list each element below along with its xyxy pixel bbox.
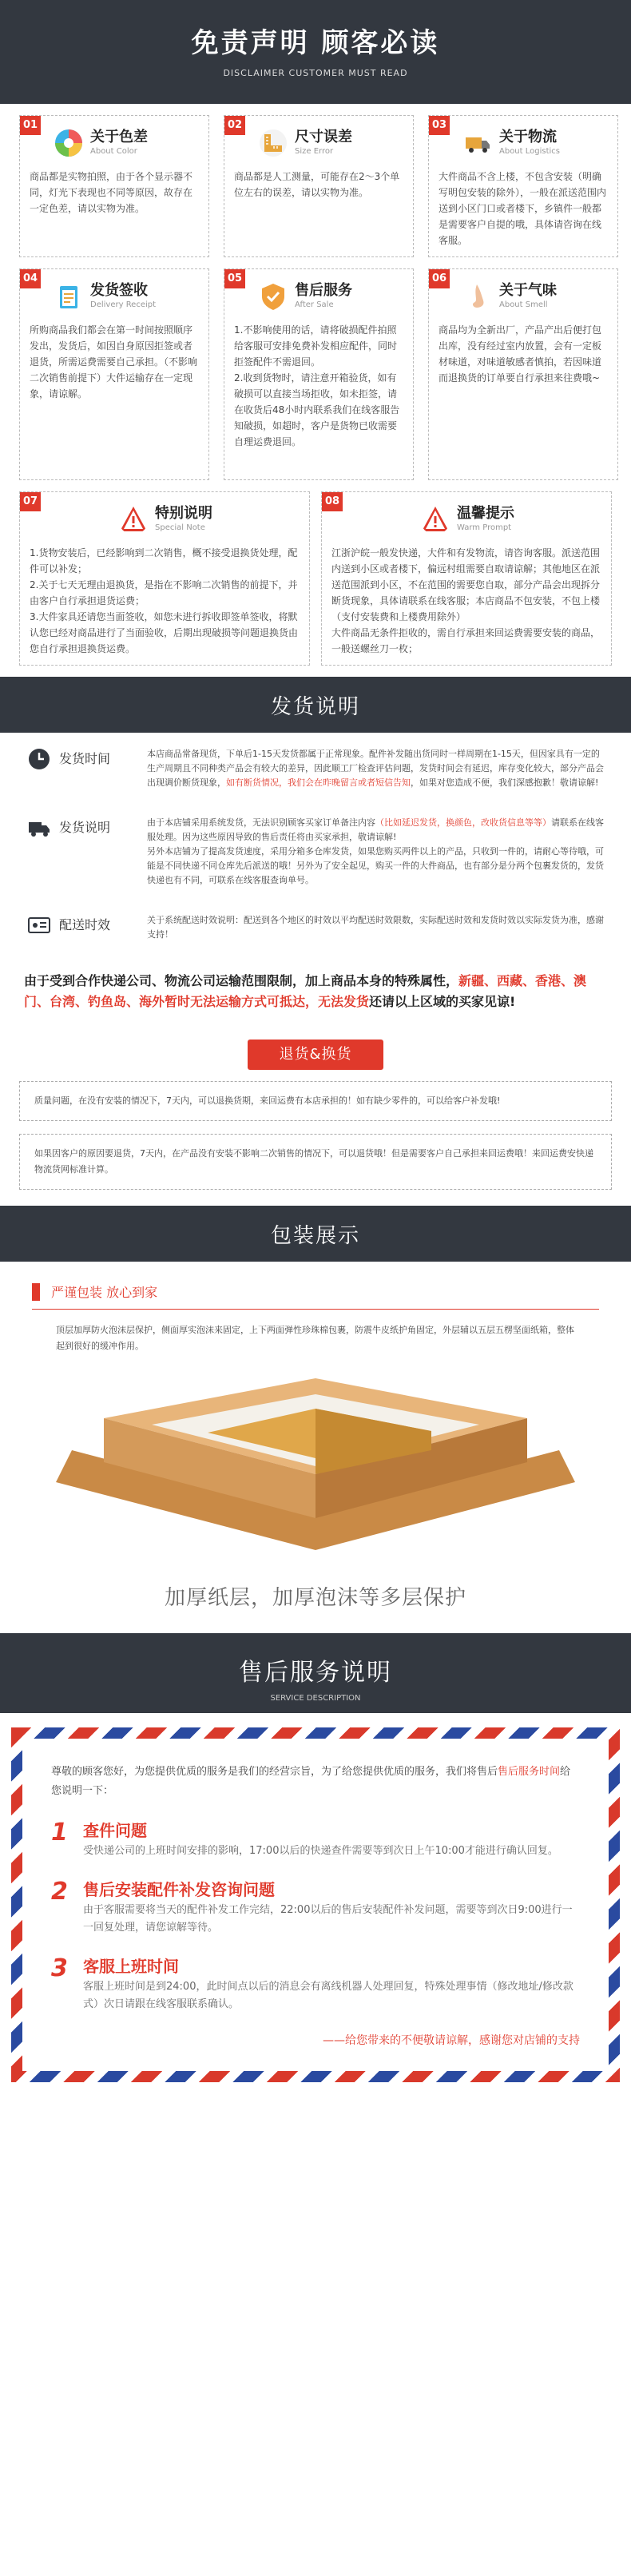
card-number: 03	[429, 116, 450, 135]
disclaimer-card	[224, 115, 414, 257]
disclaimer-card	[19, 491, 310, 666]
card-subtitle: About Smell	[499, 300, 548, 309]
shipping-note-label: 发货说明	[59, 820, 111, 835]
header	[0, 0, 631, 104]
card-number: 06	[429, 269, 450, 288]
item-title: 客服上班时间	[83, 1957, 179, 1976]
delivery-time-label: 配送时效	[59, 917, 111, 932]
item-number: 2	[51, 1878, 68, 1906]
card-text: 大件商品不含上楼，不包含安装（明确写明包安装的除外），一般在派送范围内送到小区门口或者楼下，乡镇件一般都是需要客户自提的哦，具体请咨询在线客服。	[439, 171, 607, 246]
card-title: 关于物流	[499, 129, 557, 145]
card-title: 售后服务	[295, 282, 352, 299]
shipping-note-row	[0, 801, 631, 899]
after-sales-item	[51, 1819, 580, 1860]
delivery-time-row	[0, 899, 631, 953]
card-text: 商品都是实物拍照，由于各个显示器不同，灯光下表现也不同等原因，故存在一定色差，请以实物为准。	[30, 171, 193, 214]
returns-pill: 退货&换货	[248, 1040, 383, 1070]
packaging-bar-label: 严谨包装 放心到家	[51, 1285, 158, 1300]
item-number: 3	[51, 1954, 68, 1982]
shipping-note-text: 请联系在线客服处理。因为这些原因导致的售后责任将由买家承担，敬请谅解! 另外本店铺为了提高发货速度，采用分箱多仓库发货，如果您购买两件以上的产品，只收到一件的，请耐心等待哦，可能是不同快递不同仓库先后派送的哦！另外为了安全起见，购买一件的大件商品，也有部分是分两个包裹发货的，发货快递也有不同，可联系在线客服查询单号。	[147, 817, 604, 885]
color-wheel-icon	[54, 128, 84, 158]
item-title: 查件问题	[83, 1821, 147, 1840]
card-number: 04	[20, 269, 41, 288]
clipboard-icon	[54, 281, 84, 312]
after-sales-item	[51, 1954, 580, 2013]
card-subtitle: About Color	[90, 147, 137, 156]
disclaimer-grid-wide	[0, 480, 631, 677]
delivery-time-text: 关于系统配送时效说明：配送到各个地区的时效以平均配送时效限数，实际配送时效和发货时效以实际发货为准，感谢支持！	[147, 915, 604, 940]
item-number: 1	[51, 1819, 68, 1847]
card-text: 1.不影响使用的话，请将破损配件拍照给客服可安排免费补发相应配件，同时拒签配件不需退回。 2.收到货物时，请注意开箱验货，如有破损可以直接当场拒收，如未拒签，请在收货后48小时内联系我们在线客服告知破损，如超时，客户是货物已收需要自理运费退回。	[234, 324, 400, 447]
item-text: 客服上班时间是到24:00，此时间点以后的消息会有离线机器人处理回复，特殊处理事情（修改地址/修改款式）次日请跟在线客服联系确认。	[83, 1981, 573, 2010]
shipping-note-warning: （比如延迟发货，换颜色，改收货信息等等）	[375, 817, 551, 828]
packaging-banner: 包装展示	[0, 1206, 631, 1262]
card-number: 01	[20, 116, 41, 135]
after-sales-intro: 尊敬的顾客您好，为您提供优质的服务是我们的经营宗旨，为了给您提供优质的服务，我们将售后售后服务时间给您说明一下：	[51, 1766, 571, 1797]
disclaimer-card	[19, 268, 209, 480]
packaging-bar	[32, 1282, 599, 1310]
card-number: 02	[224, 116, 245, 135]
clock-icon	[27, 747, 51, 771]
card-number: 05	[224, 269, 245, 288]
item-title: 售后安装配件补发咨询问题	[83, 1880, 275, 1899]
card-subtitle: Warm Prompt	[457, 523, 512, 532]
card-text: 商品均为全新出厂，产品产出后便打包出库，没有经过室内放置，会有一定板材味道，对味道敏感者慎拍，若因味道而退换货的订单要自行承担来往费哦~	[439, 324, 602, 384]
card-text: 所购商品我们都会在第一时间按照顺序发出，发货后，如因自身原因拒签或者退货，所需运费需要自己承担。（不影响二次销售前提下）大件运输存在一定现象，请谅解。	[30, 324, 198, 400]
card-title: 发货签收	[90, 282, 148, 299]
shipping-banner: 发货说明	[0, 677, 631, 733]
card-subtitle: Special Note	[155, 523, 205, 532]
after-sales-subtitle: SERVICE DESCRIPTION	[270, 1694, 361, 1703]
card-title: 尺寸误差	[295, 129, 352, 145]
card-text: 商品都是人工测量，可能存在2～3个单位左右的误差，请以实物为准。	[234, 171, 400, 198]
card-number: 07	[20, 492, 41, 511]
nose-icon	[462, 281, 493, 312]
returns-quality-box: 质量问题，在没有安装的情况下，7天内，可以退换货期，来回运费有本店承担的！如有缺少零件的，可以给客户补发哦!	[19, 1081, 612, 1121]
shipping-time-label: 发货时间	[59, 751, 111, 766]
after-sales-envelope	[11, 1727, 620, 2082]
card-text: 江浙沪皖一般发快递，大件和有发物流，请咨询客服。派送范围内送到小区或者楼下，偏远村组需要自取请谅解；其他地区在派送范围派到小区，不在范围的需要您自取，部分产品会出现拆分断货现象，具体请联系在线客服；本店商品不包安装，不包上楼（支付安装费和上楼费用除外） 大件商品无条件拒收的，需自行承担来回运费需要安装的商品，一般送螺丝刀一枚；	[331, 547, 601, 654]
page-subtitle: DISCLAIMER CUSTOMER MUST READ	[223, 68, 408, 78]
disclaimer-card	[428, 268, 618, 480]
shield-icon	[258, 281, 288, 312]
shipping-time-row	[0, 733, 631, 801]
ruler-icon	[258, 128, 288, 158]
region-list: 新疆、西藏、香港、澳门、台湾、钓鱼岛、海外暂时无法运输方式可抵达，无法发货	[24, 973, 587, 1009]
disclaimer-card	[19, 115, 209, 257]
card-number: 08	[322, 492, 343, 511]
after-sales-title: 售后服务说明	[239, 1659, 392, 1687]
card-subtitle: After Sale	[295, 300, 334, 309]
card-subtitle: Delivery Receipt	[90, 300, 157, 309]
shipping-time-text: 本店商品常备现货，下单后1-15天发货都属于正常现象。配件补发随出货同时一样周期在1-15天，但因家具有一定的生产周期且不同种类产品会有较大的差异，因此顺工厂检查评估问题，发货时间会有延迟，库存变化较大，部分产品会出现调价断货现象，	[147, 749, 604, 788]
disclaimer-card	[321, 491, 612, 666]
card-title: 温馨提示	[457, 505, 514, 522]
shipping-section	[0, 733, 631, 953]
truck-icon	[462, 128, 493, 158]
returns-customer-box: 如果因客户的原因要退货，7天内，在产品没有安装不影响二次销售的情况下，可以退货哦！但是需要客户自己承担来回运费哦！来回运费安快递物流货网标准计算。	[19, 1134, 612, 1190]
package-illustration	[0, 1362, 631, 1570]
packaging-description: 顶层加厚防火泡沫层保护，侧面厚实泡沫来固定，上下两面弹性珍珠棉包裹，防震牛皮纸护角固定，外层辅以五层五楞坚面纸箱，整体起到很好的缓冲作用。	[56, 1325, 574, 1351]
item-text: 受快递公司的上班时间安排的影响，17:00以后的快递查件需要等到次日上午10:00才能进行确认回复。	[83, 1845, 558, 1857]
card-subtitle: About Logistics	[499, 147, 561, 156]
after-sales-signature: ——给您带来的不便敬请谅解，感谢您对店铺的支持	[323, 2034, 580, 2047]
after-sales-item	[51, 1878, 580, 1937]
shipping-note-pre: 由于本店铺采用系统发货，无法识别顾客买家订单备注内容	[147, 817, 375, 828]
warning-icon	[420, 504, 450, 535]
disclaimer-grid	[0, 104, 631, 480]
disclaimer-card	[428, 115, 618, 257]
after-sales-banner	[0, 1633, 631, 1713]
packaging-caption: 加厚纸层，加厚泡沫等多层保护	[164, 1586, 466, 1610]
shipping-time-warning: 如有断货情况，我们会在昨晚留言或者短信告知	[226, 777, 411, 788]
page-title: 免责声明 顾客必读	[191, 27, 440, 59]
card-title: 关于色差	[90, 129, 148, 145]
truck-icon	[27, 816, 51, 840]
warning-icon	[118, 504, 149, 535]
id-card-icon	[27, 913, 51, 937]
disclaimer-card	[224, 268, 414, 480]
item-text: 由于客服需要将当天的配件补发工作完结，22:00以后的售后安装配件补发问题，需要等到次日9:00进行一一回复处理，请您谅解等待。	[83, 1904, 573, 1934]
region-notice: 由于受到合作快递公司、物流公司运输范围限制，加上商品本身的特殊属性，新疆、西藏、香港、澳门、台湾、钓鱼岛、海外暂时无法运输方式可抵达，无法发货还请以上区域的买家见谅!	[24, 973, 587, 1009]
card-text: 1.货物安装后，已经影响到二次销售，概不接受退换货处理，配件可以补发； 2.关于七天无理由退换货，是指在不影响二次销售的前提下，并由客户自行承担退货运费； 3.大件家具还请您当面签收，如您未进行拆收即签单签收，将默认您已经对商品进行了当面验收，后期出现破损等问题退换货由您自行承担退换货运费。	[30, 547, 299, 654]
card-subtitle: Size Error	[295, 147, 334, 156]
card-title: 关于气味	[499, 282, 557, 299]
card-title: 特别说明	[155, 505, 212, 522]
shipping-time-tail: ，如果对您造成不便，我们深感抱歉！敬请谅解!	[411, 777, 599, 788]
